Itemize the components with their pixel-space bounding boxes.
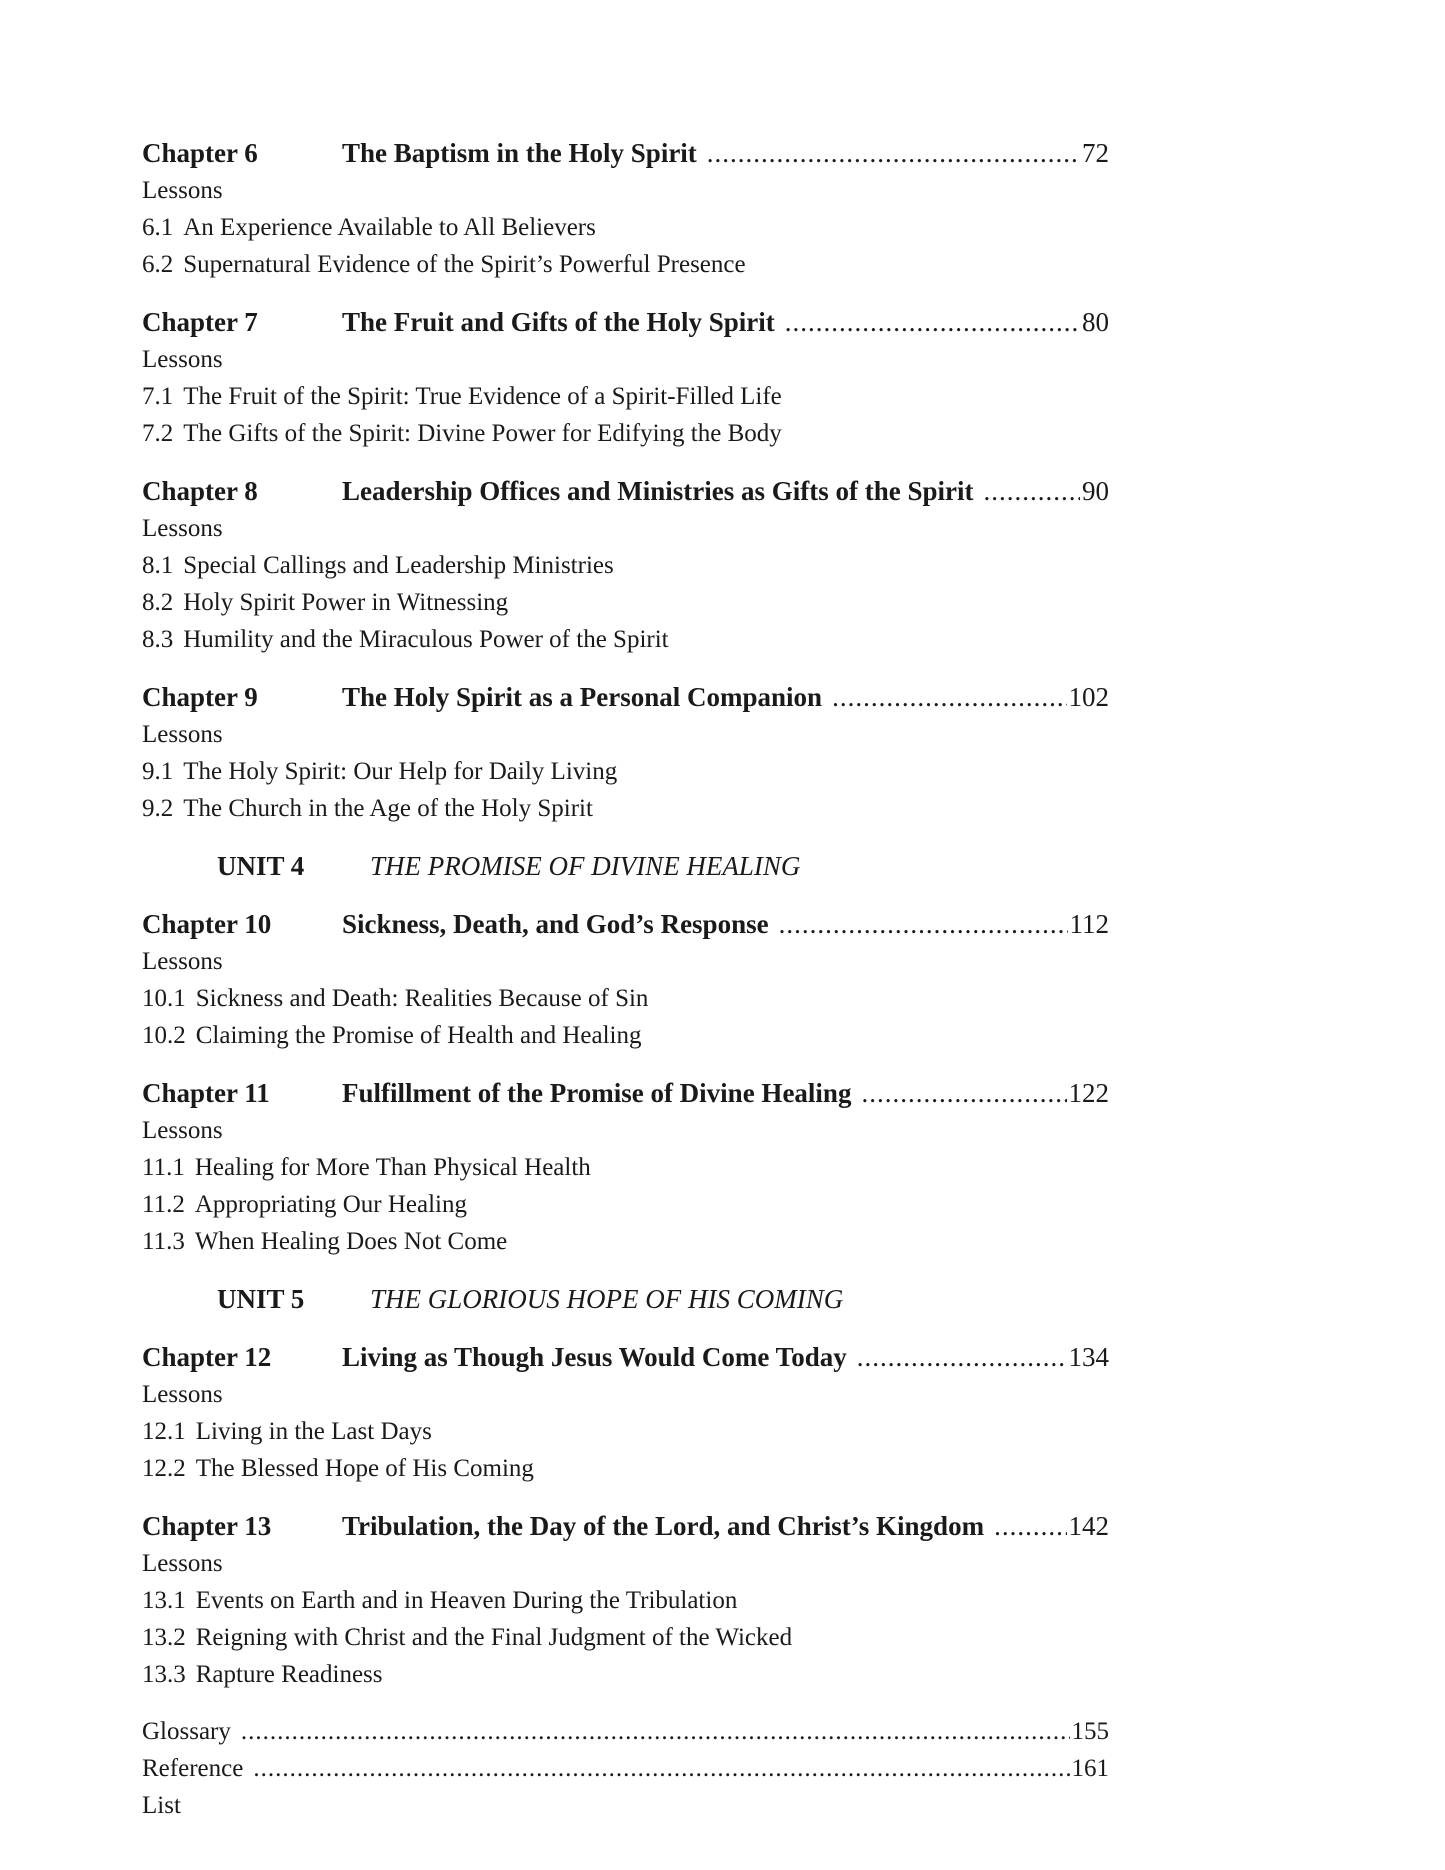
unit-5-heading bbox=[217, 1280, 1109, 1318]
lesson-title: Appropriating Our Healing bbox=[194, 1191, 467, 1218]
chapter-page-number: 122 bbox=[1068, 1078, 1109, 1108]
glossary-entry bbox=[142, 1713, 1109, 1750]
lesson-item bbox=[142, 547, 1109, 584]
lesson-item bbox=[142, 209, 1109, 246]
chapter-heading bbox=[142, 1074, 1109, 1112]
chapter-heading bbox=[142, 1507, 1109, 1545]
chapter-10 bbox=[142, 905, 1109, 1054]
lesson-item bbox=[142, 1223, 1109, 1260]
lessons-label: Lessons bbox=[142, 515, 223, 542]
chapter-title: The Holy Spirit as a Personal Companion bbox=[342, 682, 823, 712]
chapter-page-number: 90 bbox=[1082, 476, 1109, 506]
chapter-page-number: 134 bbox=[1068, 1342, 1109, 1372]
chapter-title: Living as Though Jesus Would Come Today bbox=[342, 1342, 847, 1372]
lessons-label: Lessons bbox=[142, 721, 223, 748]
chapter-6 bbox=[142, 134, 1109, 283]
lesson-number: 11.2 bbox=[142, 1191, 185, 1218]
chapter-page-number: 142 bbox=[1068, 1511, 1109, 1541]
lesson-item bbox=[142, 246, 1109, 283]
chapter-number: Chapter 13 bbox=[142, 1511, 272, 1541]
chapter-number: Chapter 12 bbox=[142, 1342, 272, 1372]
lesson-number: 12.1 bbox=[142, 1418, 186, 1445]
chapter-number: Chapter 6 bbox=[142, 138, 258, 168]
end-matter bbox=[142, 1713, 1109, 1819]
lesson-title: Holy Spirit Power in Witnessing bbox=[183, 589, 509, 616]
lesson-item bbox=[142, 753, 1109, 790]
unit-label: UNIT 5 bbox=[217, 1284, 305, 1314]
dot-leader bbox=[241, 1713, 1070, 1750]
unit-4-heading bbox=[217, 847, 1109, 885]
end-matter-page-number: 161 bbox=[1071, 1755, 1109, 1782]
chapter-number: Chapter 9 bbox=[142, 682, 258, 712]
unit-label: UNIT 4 bbox=[217, 851, 305, 881]
lesson-number: 13.2 bbox=[142, 1624, 186, 1651]
lesson-item bbox=[142, 1017, 1109, 1054]
unit-title: THE GLORIOUS HOPE OF HIS COMING bbox=[370, 1284, 844, 1314]
chapter-number: Chapter 10 bbox=[142, 909, 272, 939]
chapter-11 bbox=[142, 1074, 1109, 1260]
lesson-item bbox=[142, 1413, 1109, 1450]
lesson-title: The Church in the Age of the Holy Spirit bbox=[183, 795, 593, 822]
lesson-number: 6.1 bbox=[142, 214, 174, 241]
dot-leader bbox=[994, 1507, 1066, 1545]
lesson-title: Events on Earth and in Heaven During the Tribulation bbox=[195, 1587, 738, 1614]
end-matter-title: Glossary bbox=[142, 1718, 231, 1745]
chapter-page-number: 72 bbox=[1082, 138, 1109, 168]
lesson-item bbox=[142, 1450, 1109, 1487]
lesson-item bbox=[142, 980, 1109, 1017]
lesson-item bbox=[142, 1149, 1109, 1186]
chapter-title: The Baptism in the Holy Spirit bbox=[342, 138, 697, 168]
lesson-title: Healing for More Than Physical Health bbox=[194, 1154, 591, 1181]
dot-leader bbox=[253, 1750, 1069, 1787]
end-matter-title: Reference List bbox=[142, 1755, 244, 1819]
unit-title: THE PROMISE OF DIVINE HEALING bbox=[370, 851, 801, 881]
lesson-number: 10.2 bbox=[142, 1022, 186, 1049]
chapter-12 bbox=[142, 1338, 1109, 1487]
lessons-label: Lessons bbox=[142, 1117, 223, 1144]
lesson-title: Special Callings and Leadership Ministries bbox=[183, 552, 614, 579]
chapter-heading bbox=[142, 134, 1109, 172]
chapter-heading bbox=[142, 905, 1109, 943]
lesson-number: 9.1 bbox=[142, 758, 174, 785]
chapter-page-number: 112 bbox=[1069, 909, 1109, 939]
chapter-heading bbox=[142, 678, 1109, 716]
dot-leader bbox=[857, 1338, 1067, 1376]
chapter-9 bbox=[142, 678, 1109, 827]
chapter-heading bbox=[142, 472, 1109, 510]
dot-leader bbox=[832, 678, 1066, 716]
lesson-number: 7.1 bbox=[142, 383, 174, 410]
lesson-title: An Experience Available to All Believers bbox=[183, 214, 596, 241]
lesson-number: 8.2 bbox=[142, 589, 174, 616]
chapter-heading bbox=[142, 1338, 1109, 1376]
lesson-item bbox=[142, 1619, 1109, 1656]
lesson-title: The Blessed Hope of His Coming bbox=[195, 1455, 534, 1482]
lesson-title: The Gifts of the Spirit: Divine Power for Edifying the Body bbox=[183, 420, 782, 447]
table-of-contents bbox=[142, 134, 1109, 1819]
lesson-item bbox=[142, 1656, 1109, 1693]
lesson-title: Sickness and Death: Realities Because of Sin bbox=[195, 985, 649, 1012]
lesson-number: 11.1 bbox=[142, 1154, 185, 1181]
chapter-title: Sickness, Death, and God’s Response bbox=[342, 909, 769, 939]
chapter-title: Fulfillment of the Promise of Divine Healing bbox=[342, 1078, 852, 1108]
dot-leader bbox=[785, 303, 1080, 341]
lesson-number: 11.3 bbox=[142, 1228, 185, 1255]
lesson-number: 12.2 bbox=[142, 1455, 186, 1482]
lessons-label: Lessons bbox=[142, 1550, 223, 1577]
chapter-number: Chapter 8 bbox=[142, 476, 258, 506]
chapter-number: Chapter 7 bbox=[142, 307, 258, 337]
chapter-title: Leadership Offices and Ministries as Gifts of the Spirit bbox=[342, 476, 974, 506]
lesson-title: The Fruit of the Spirit: True Evidence of a Spirit-Filled Life bbox=[183, 383, 782, 410]
dot-leader bbox=[861, 1074, 1066, 1112]
chapter-title: Tribulation, the Day of the Lord, and Christ’s Kingdom bbox=[342, 1511, 985, 1541]
dot-leader bbox=[779, 905, 1068, 943]
chapter-heading bbox=[142, 303, 1109, 341]
dot-leader bbox=[983, 472, 1080, 510]
chapter-number: Chapter 11 bbox=[142, 1078, 270, 1108]
lesson-title: Living in the Last Days bbox=[195, 1418, 432, 1445]
lesson-number: 13.1 bbox=[142, 1587, 186, 1614]
lesson-title: Humility and the Miraculous Power of the Spirit bbox=[183, 626, 669, 653]
lesson-item bbox=[142, 1186, 1109, 1223]
lesson-title: The Holy Spirit: Our Help for Daily Living bbox=[183, 758, 618, 785]
lesson-item bbox=[142, 790, 1109, 827]
lessons-label: Lessons bbox=[142, 177, 223, 204]
lesson-title: When Healing Does Not Come bbox=[194, 1228, 508, 1255]
lesson-number: 8.1 bbox=[142, 552, 174, 579]
lessons-label: Lessons bbox=[142, 1381, 223, 1408]
chapter-page-number: 102 bbox=[1068, 682, 1109, 712]
lesson-title: Rapture Readiness bbox=[195, 1661, 383, 1688]
chapter-8 bbox=[142, 472, 1109, 658]
lesson-item bbox=[142, 1582, 1109, 1619]
lesson-number: 9.2 bbox=[142, 795, 174, 822]
lesson-item bbox=[142, 621, 1109, 658]
lesson-number: 7.2 bbox=[142, 420, 174, 447]
lesson-item bbox=[142, 378, 1109, 415]
lesson-number: 13.3 bbox=[142, 1661, 186, 1688]
lesson-item bbox=[142, 415, 1109, 452]
lesson-number: 6.2 bbox=[142, 251, 174, 278]
dot-leader bbox=[707, 134, 1080, 172]
lesson-title: Claiming the Promise of Health and Healing bbox=[195, 1022, 642, 1049]
lesson-item bbox=[142, 584, 1109, 621]
chapter-page-number: 80 bbox=[1082, 307, 1109, 337]
lessons-label: Lessons bbox=[142, 948, 223, 975]
reference-list-entry bbox=[142, 1750, 1109, 1819]
chapter-7 bbox=[142, 303, 1109, 452]
lesson-number: 8.3 bbox=[142, 626, 174, 653]
lessons-label: Lessons bbox=[142, 346, 223, 373]
end-matter-page-number: 155 bbox=[1071, 1718, 1109, 1745]
lesson-number: 10.1 bbox=[142, 985, 186, 1012]
lesson-title: Supernatural Evidence of the Spirit’s Powerful Presence bbox=[183, 251, 746, 278]
chapter-13 bbox=[142, 1507, 1109, 1693]
lesson-title: Reigning with Christ and the Final Judgment of the Wicked bbox=[195, 1624, 793, 1651]
chapter-title: The Fruit and Gifts of the Holy Spirit bbox=[342, 307, 775, 337]
